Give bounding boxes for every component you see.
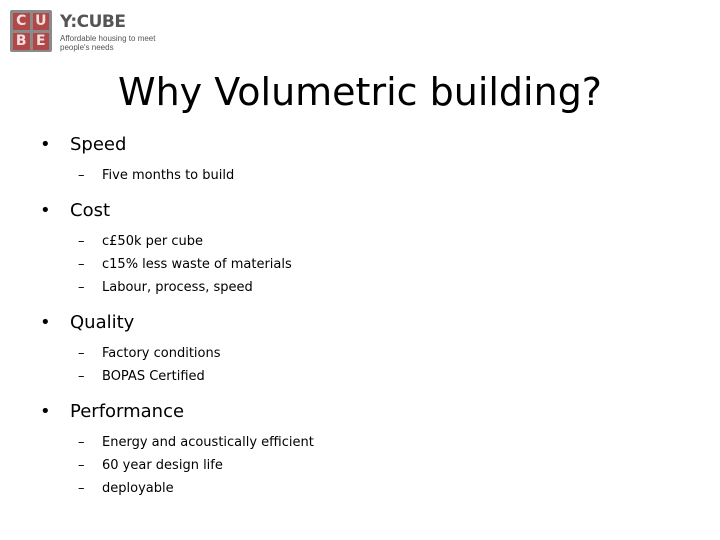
sub-bullet [40,276,700,299]
sub-bullet [40,253,700,276]
sub-bullet-text: deployable [102,481,174,496]
bullet-label: Speed [70,134,127,155]
sub-bullet-text: BOPAS Certified [102,369,205,384]
bullet-dot: • [40,312,51,333]
logo-letter-b: B [13,33,30,50]
sub-bullet-text: c15% less waste of materials [102,257,292,272]
dash-marker: – [78,168,85,183]
sub-bullet-text: Labour, process, speed [102,280,253,295]
cube-logo-mark [10,10,52,52]
bullet-dot: • [40,200,51,221]
logo-letter-e: E [33,33,50,50]
bullet-dot: • [40,401,51,422]
dash-marker: – [78,435,85,450]
sub-bullet [40,477,700,500]
sub-bullet [40,164,700,187]
sub-bullet [40,431,700,454]
dash-marker: – [78,234,85,249]
bullet-cost [40,198,700,224]
sub-bullet-text: Energy and acoustically efficient [102,435,314,450]
dash-marker: – [78,458,85,473]
dash-marker: – [78,280,85,295]
logo-letter-u: U [33,13,50,30]
bullet-speed [40,132,700,158]
dash-marker: – [78,481,85,496]
sub-bullet-text: Factory conditions [102,346,221,361]
sub-bullet [40,230,700,253]
bullet-list [40,132,700,500]
bullet-dot: • [40,134,51,155]
bullet-label: Cost [70,200,111,221]
dash-marker: – [78,369,85,384]
dash-marker: – [78,257,85,272]
sub-bullet-text: 60 year design life [102,458,223,473]
ycube-logo [10,10,160,54]
bullet-label: Performance [70,401,185,422]
logo-name: Y:CUBE [60,12,126,32]
bullet-label: Quality [70,312,135,333]
slide-title: Why Volumetric building? [118,70,602,114]
sub-bullet [40,342,700,365]
sub-bullet-text: Five months to build [102,168,235,183]
logo-letter-c: C [13,13,30,30]
dash-marker: – [78,346,85,361]
sub-bullet [40,365,700,388]
sub-bullet-text: c£50k per cube [102,234,203,249]
bullet-quality [40,310,700,336]
logo-tagline: Affordable housing to meet people's needs [60,34,156,52]
sub-bullet [40,454,700,477]
bullet-performance [40,399,700,425]
